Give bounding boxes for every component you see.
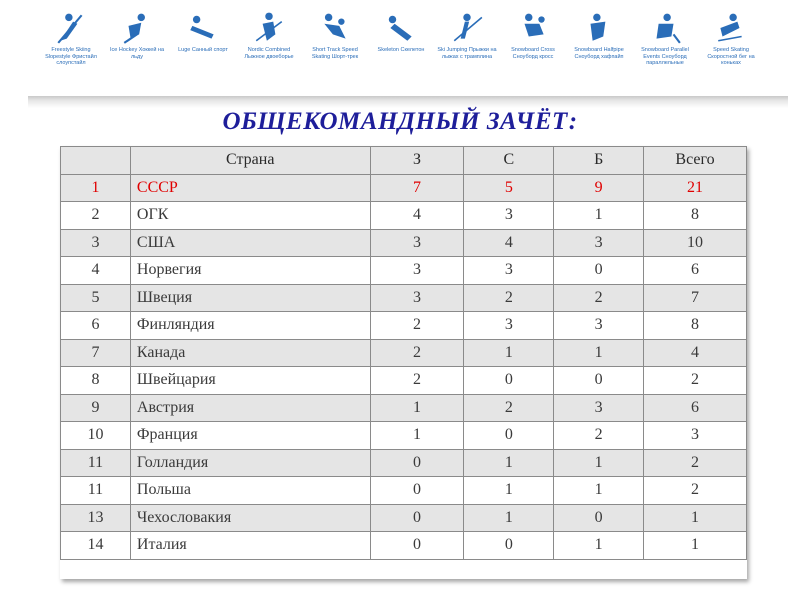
ice-hockey-icon (120, 10, 154, 46)
cell-country: Швейцария (130, 367, 370, 395)
cell-rank: 2 (61, 202, 131, 230)
cell-gold: 2 (370, 312, 464, 340)
cell-country: Франция (130, 422, 370, 450)
cell-rank: 1 (61, 174, 131, 202)
cell-bronze: 1 (554, 449, 644, 477)
sport-caption: Ice Hockey Хоккей на льду (109, 47, 165, 60)
cell-total: 21 (644, 174, 747, 202)
table-row (61, 367, 747, 395)
sport-pictogram (304, 10, 366, 60)
sport-pictogram (172, 10, 234, 54)
header-rank (61, 147, 131, 175)
freestyle-skiing-icon (54, 10, 88, 46)
cell-country: Италия (130, 532, 370, 560)
snowboard-parallel-icon (648, 10, 682, 46)
table-row (61, 504, 747, 532)
cell-country: Канада (130, 339, 370, 367)
cell-rank: 10 (61, 422, 131, 450)
medal-table (60, 146, 747, 560)
cell-total: 8 (644, 202, 747, 230)
cell-rank: 3 (61, 229, 131, 257)
snowboard-cross-icon (516, 10, 550, 46)
cell-silver: 5 (464, 174, 554, 202)
cell-total: 6 (644, 257, 747, 285)
cell-total: 10 (644, 229, 747, 257)
cell-total: 4 (644, 339, 747, 367)
cell-silver: 0 (464, 422, 554, 450)
header-gold: З (370, 147, 464, 175)
speed-skating-icon (714, 10, 748, 46)
cell-country: Польша (130, 477, 370, 505)
cell-gold: 1 (370, 394, 464, 422)
cell-bronze: 0 (554, 257, 644, 285)
sport-pictogram (502, 10, 564, 60)
sport-pictogram (40, 10, 102, 67)
table-row (61, 449, 747, 477)
table-row (61, 202, 747, 230)
cell-silver: 3 (464, 312, 554, 340)
header-silver: С (464, 147, 554, 175)
sport-caption: Snowboard Halfpipe Сноуборд хафпайп (574, 47, 624, 60)
sport-caption: Nordic Combined Лыжное двоеборье (244, 47, 294, 60)
sport-caption: Snowboard Cross Сноуборд кросс (511, 47, 555, 60)
cell-rank: 9 (61, 394, 131, 422)
table-row (61, 229, 747, 257)
cell-silver: 2 (464, 394, 554, 422)
cell-country: ОГК (130, 202, 370, 230)
cell-silver: 4 (464, 229, 554, 257)
cell-country: США (130, 229, 370, 257)
short-track-icon (318, 10, 352, 46)
cell-silver: 0 (464, 532, 554, 560)
table-row (61, 257, 747, 285)
cell-rank: 11 (61, 477, 131, 505)
snowboard-halfpipe-icon (582, 10, 616, 46)
cell-rank: 7 (61, 339, 131, 367)
sport-pictogram (370, 10, 432, 54)
cell-gold: 0 (370, 532, 464, 560)
cell-bronze: 9 (554, 174, 644, 202)
cell-country: СССР (130, 174, 370, 202)
cell-silver: 2 (464, 284, 554, 312)
cell-bronze: 0 (554, 504, 644, 532)
sport-caption: Short Track Speed Skating Шорт-трек (311, 47, 359, 60)
cell-country: Голландия (130, 449, 370, 477)
sports-pictogram-banner (40, 10, 780, 100)
cell-bronze: 3 (554, 229, 644, 257)
cell-gold: 0 (370, 449, 464, 477)
table-row (61, 532, 747, 560)
cell-bronze: 3 (554, 394, 644, 422)
header-bronze: Б (554, 147, 644, 175)
cell-total: 2 (644, 477, 747, 505)
cell-total: 1 (644, 504, 747, 532)
nordic-combined-icon (252, 10, 286, 46)
luge-icon (186, 10, 220, 46)
cell-gold: 0 (370, 504, 464, 532)
cell-country: Норвегия (130, 257, 370, 285)
page-title: ОБЩЕКОМАНДНЫЙ ЗАЧЁТ: (222, 108, 578, 135)
cell-silver: 1 (464, 477, 554, 505)
ski-jumping-icon (450, 10, 484, 46)
cell-gold: 7 (370, 174, 464, 202)
sport-pictogram (436, 10, 498, 60)
cell-silver: 0 (464, 367, 554, 395)
sport-caption: Ski Jumping Прыжки на лыжах с трамплина (437, 47, 497, 60)
cell-bronze: 2 (554, 284, 644, 312)
sport-caption: Snowboard Parallel Events Сноуборд параллельные (641, 47, 689, 66)
sport-caption: Skeleton Скелетон (377, 47, 425, 53)
cell-silver: 1 (464, 339, 554, 367)
skeleton-icon (384, 10, 418, 46)
cell-country: Швеция (130, 284, 370, 312)
table-row (61, 284, 747, 312)
cell-bronze: 0 (554, 367, 644, 395)
table-row (61, 422, 747, 450)
cell-country: Финляндия (130, 312, 370, 340)
sport-pictogram (238, 10, 300, 60)
cell-total: 2 (644, 449, 747, 477)
cell-silver: 3 (464, 202, 554, 230)
cell-bronze: 2 (554, 422, 644, 450)
cell-rank: 6 (61, 312, 131, 340)
table-row (61, 339, 747, 367)
cell-total: 8 (644, 312, 747, 340)
cell-rank: 8 (61, 367, 131, 395)
cell-gold: 2 (370, 367, 464, 395)
cell-gold: 2 (370, 339, 464, 367)
table-header-row (61, 147, 747, 175)
cell-silver: 1 (464, 504, 554, 532)
cell-bronze: 1 (554, 202, 644, 230)
sport-caption: Freestyle Skiing Slopestyle Фристайл слоупстайл (45, 47, 97, 66)
cell-gold: 1 (370, 422, 464, 450)
header-country: Страна (130, 147, 370, 175)
cell-gold: 3 (370, 284, 464, 312)
cell-silver: 3 (464, 257, 554, 285)
cell-total: 2 (644, 367, 747, 395)
cell-rank: 4 (61, 257, 131, 285)
sport-pictogram (568, 10, 630, 60)
cell-rank: 13 (61, 504, 131, 532)
cell-gold: 3 (370, 257, 464, 285)
table-row (61, 394, 747, 422)
cell-country: Австрия (130, 394, 370, 422)
cell-total: 6 (644, 394, 747, 422)
table-row (61, 312, 747, 340)
cell-silver: 1 (464, 449, 554, 477)
cell-total: 1 (644, 532, 747, 560)
header-total: Всего (644, 147, 747, 175)
sport-pictogram (106, 10, 168, 60)
cell-gold: 0 (370, 477, 464, 505)
cell-gold: 3 (370, 229, 464, 257)
table-row (61, 174, 747, 202)
sport-caption: Speed Skating Скоростной бег на коньках (707, 47, 755, 66)
cell-country: Чехословакия (130, 504, 370, 532)
cell-rank: 11 (61, 449, 131, 477)
cell-total: 3 (644, 422, 747, 450)
cell-rank: 5 (61, 284, 131, 312)
cell-rank: 14 (61, 532, 131, 560)
table-row (61, 477, 747, 505)
sport-pictogram (634, 10, 696, 67)
banner-shadow (28, 96, 788, 108)
cell-bronze: 1 (554, 477, 644, 505)
cell-bronze: 1 (554, 339, 644, 367)
cell-bronze: 1 (554, 532, 644, 560)
sport-pictogram (700, 10, 762, 67)
sport-caption: Luge Санный спорт (178, 47, 228, 53)
cell-gold: 4 (370, 202, 464, 230)
cell-total: 7 (644, 284, 747, 312)
cell-bronze: 3 (554, 312, 644, 340)
